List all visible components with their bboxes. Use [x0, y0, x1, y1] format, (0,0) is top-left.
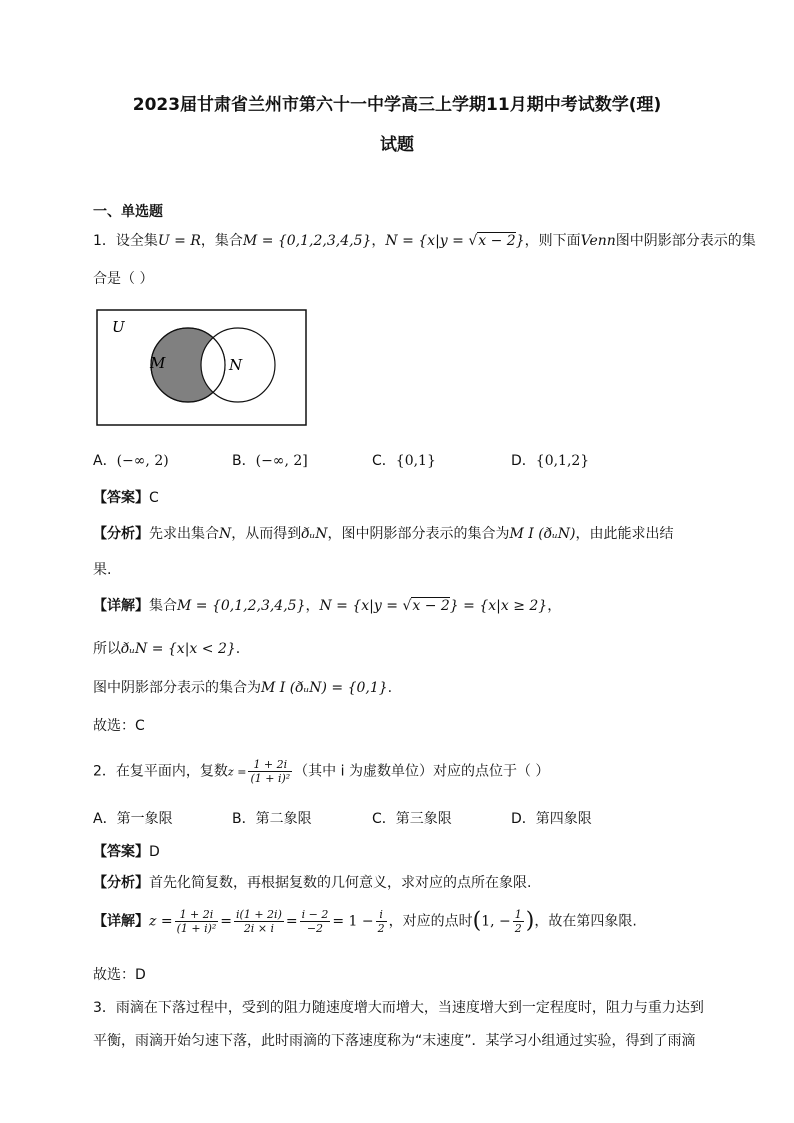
q1-prefix: 1．设全集	[93, 233, 158, 249]
q1-stem-line2: 合是（ ）	[93, 271, 154, 287]
q1-so-line: 所以ðᵤN = {x|x < 2}.	[93, 641, 241, 657]
q1-option-b: B．(−∞, 2]	[232, 453, 308, 469]
q1-M-set: M = {0,1,2,3,4,5}	[242, 233, 372, 249]
q1-N-def-rad: x − 2	[478, 233, 516, 249]
q3-line1: 3．雨滴在下落过程中，受到的阻力随速度增大而增大，当速度增大到一定程度时，阻力与重力达到	[93, 1000, 704, 1016]
q1-option-d: D．{0,1,2}	[511, 453, 590, 469]
q1-shade-line: 图中阴影部分表示的集合为M I (ðᵤN) = {0,1}.	[93, 680, 393, 696]
q1-analysis-line2: 果.	[93, 562, 112, 578]
q1-t2: ，	[371, 233, 386, 249]
venn-diagram	[96, 309, 308, 427]
q2-option-d: D．第四象限	[511, 811, 592, 827]
q1-option-c: C．{0,1}	[372, 453, 436, 469]
q1-venn-word: Venn	[580, 233, 616, 249]
q1-choose: 故选：C	[93, 718, 145, 734]
q2-detail: 【详解】z = $\frac{1 + 2i}{\text{(1 + i)²}}$ = $\frac{i(1 + 2i)}{2i \times i}$ = $\frac{i - 2}{-2}$ = 1 − $\frac{i}{2}$ ，对应的点时(1, − $\frac{1}{2}$ )，故在第四象限.	[93, 908, 637, 935]
q1-stem-line1: 1．设全集U = R，集合M = {0,1,2,3,4,5}，N = {x|y = √x − 2}，则下面Venn图中阴影部分表示的集	[93, 233, 756, 249]
venn-label-U: U	[112, 318, 125, 336]
q1-detail: 【详解】集合M = {0,1,2,3,4,5}，N = {x|y = √x − 2} = {x|x ≥ 2}，	[93, 598, 562, 614]
q2-stem: 2．在复平面内，复数z = $\frac{1 + 2i}{\text{(1 + i)²}}$ （其中 i 为虚数单位）对应的点位于（ ）	[93, 758, 550, 785]
q3-line2: 平衡，雨滴开始匀速下落，此时雨滴的下落速度称为“末速度”．某学习小组通过实验，得到了雨滴	[93, 1033, 696, 1049]
q2-answer: 【答案】D	[93, 844, 160, 860]
section-heading: 一、单选题	[93, 204, 163, 220]
q2-option-a: A．第一象限	[93, 811, 173, 827]
q1-N-def-a: N = {x|y =	[385, 233, 469, 249]
q1-option-a: A．(−∞, 2)	[93, 453, 169, 469]
q2-analysis: 【分析】首先化简复数，再根据复数的几何意义，求对应的点所在象限.	[93, 875, 532, 891]
doc-title-line2: 试题	[380, 135, 414, 155]
q2-choose: 故选：D	[93, 967, 146, 983]
q2-option-b: B．第二象限	[232, 811, 312, 827]
q1-N-def-b: }	[515, 233, 525, 249]
q1-t1: ，集合	[200, 233, 243, 249]
venn-label-M: M	[150, 354, 166, 372]
venn-label-N: N	[229, 356, 243, 374]
doc-title-line1: 2023届甘肃省兰州市第六十一中学高三上学期11月期中考试数学(理)	[132, 95, 662, 115]
q1-t3: ，则下面	[524, 233, 581, 249]
q1-t4: 图中阴影部分表示的集	[615, 233, 756, 249]
q1-analysis: 【分析】先求出集合N，从而得到ðᵤN，图中阴影部分表示的集合为M I (ðᵤN)，由此能求出结	[93, 526, 674, 542]
q2-option-c: C．第三象限	[372, 811, 452, 827]
q1-U-eq: U = R	[157, 233, 201, 249]
q1-answer: 【答案】C	[93, 490, 159, 506]
